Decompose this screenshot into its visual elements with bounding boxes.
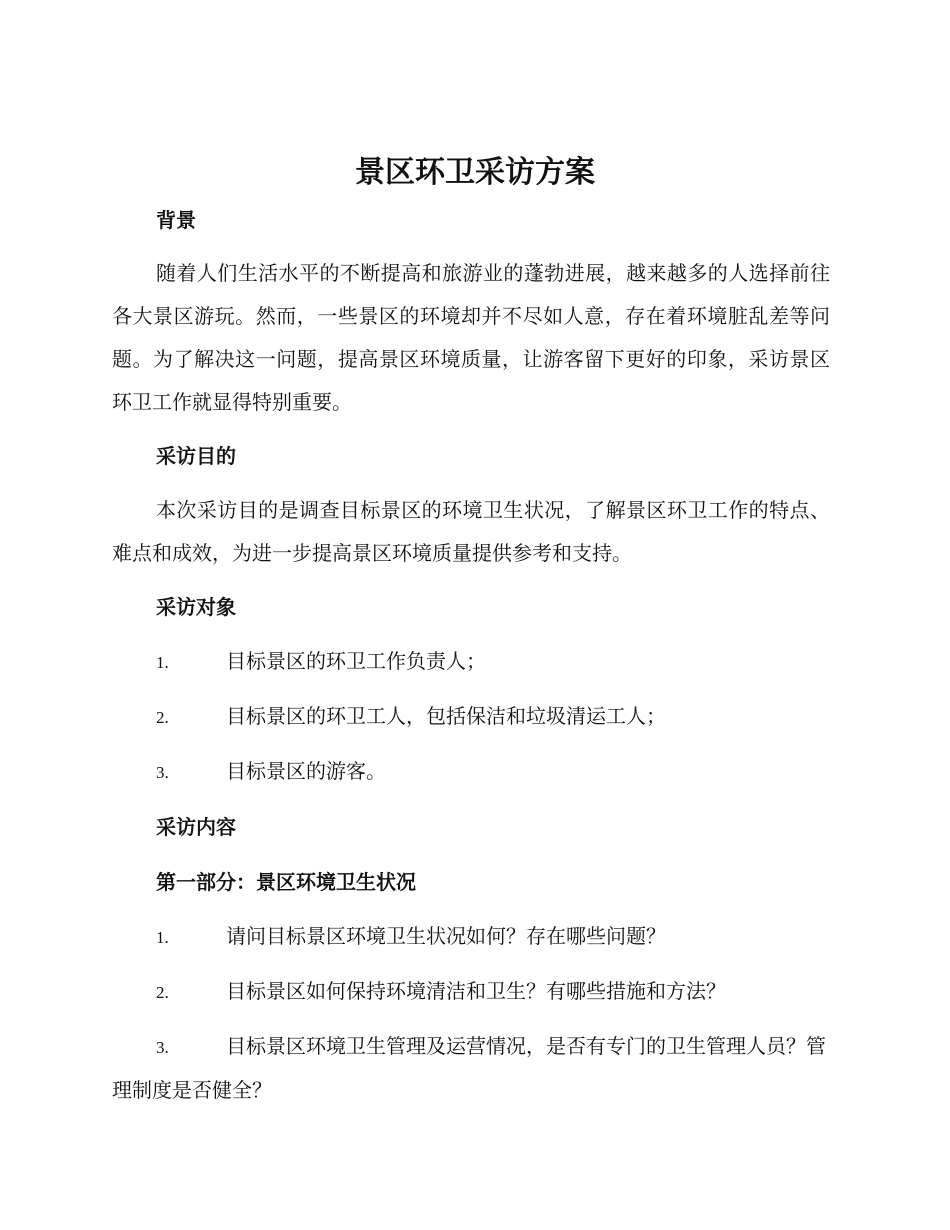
list-item — [112, 970, 830, 1014]
list-item-text: 目标景区的环卫工人，包括保洁和垃圾清运工人； — [226, 704, 666, 728]
list-item-number: 3. — [156, 1038, 169, 1057]
list-item-text: 目标景区环境卫生管理及运营情况，是否有专门的卫生管理人员？管理制度是否健全？ — [112, 1034, 826, 1102]
list-item-text: 目标景区如何保持环境清洁和卫生？有哪些措施和方法？ — [226, 979, 726, 1003]
list-item-number: 3. — [156, 763, 169, 782]
list-item-number: 1. — [156, 928, 169, 947]
list-item-text: 目标景区的环卫工作负责人； — [226, 649, 486, 673]
section-heading-content: 采访内容 — [156, 815, 236, 839]
purpose-paragraph: 本次采访目的是调查目标景区的环境卫生状况，了解景区环卫工作的特点、难点和成效，为进一步提高景区环境质量提供参考和支持。 — [112, 498, 830, 565]
section-heading-purpose: 采访目的 — [156, 444, 236, 468]
list-item — [112, 1025, 830, 1112]
list-item — [112, 695, 830, 739]
list-item — [112, 915, 830, 959]
list-item — [112, 750, 830, 794]
list-item-number: 1. — [156, 653, 169, 672]
document-title: 景区环卫采访方案 — [355, 155, 595, 190]
section-heading-background: 背景 — [156, 208, 196, 232]
list-item-number: 2. — [156, 983, 169, 1002]
list-item — [112, 640, 830, 684]
list-item-text: 目标景区的游客。 — [226, 759, 386, 783]
list-item-number: 2. — [156, 708, 169, 727]
section-heading-subjects: 采访对象 — [156, 595, 236, 619]
subsection-heading-part1: 第一部分：景区环境卫生状况 — [156, 870, 416, 894]
list-item-text: 请问目标景区环境卫生状况如何？存在哪些问题？ — [226, 924, 666, 948]
background-paragraph: 随着人们生活水平的不断提高和旅游业的蓬勃进展，越来越多的人选择前往各大景区游玩。然而，一些景区的环境却并不尽如人意，存在着环境脏乱差等问题。为了解决这一问题，提高景区环境质量，让游客留下更好的印象，采访景区环卫工作就显得特别重要。 — [112, 261, 830, 414]
